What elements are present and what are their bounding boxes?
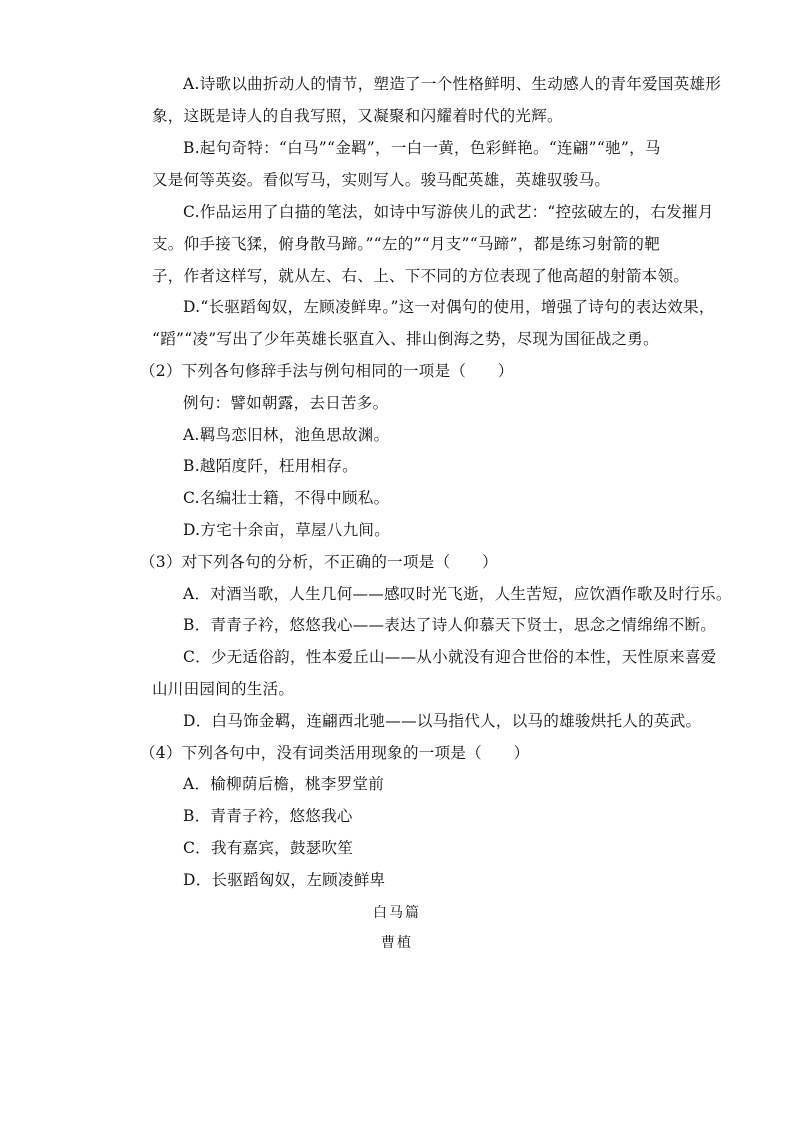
q1-option-b-line1: B.起句奇特：“白马”“金羁”，一白一黄，色彩鲜艳。“连翩”“驰”，马 xyxy=(183,139,661,157)
q2-stem: （2）下列各句修辞手法与例句相同的一项是（ ） xyxy=(140,362,514,380)
q2-example: 例句：譬如朝露，去日苦多。 xyxy=(183,394,389,412)
q1-option-b-line2: 又是何等英姿。看似写马，实则写人。骏马配英雄，英雄驭骏马。 xyxy=(152,171,611,189)
q1-option-a-line2: 象，这既是诗人的自我写照，又凝聚和闪耀着时代的光辉。 xyxy=(152,107,563,125)
q3-option-c-line1: C．少无适俗韵，性本爱丘山——从小就没有迎合世俗的本性，天性原来喜爱 xyxy=(183,648,717,666)
q1-option-c-line2: 支。仰手接飞猱，俯身散马蹄。”“左的”“月支”“马蹄”，都是练习射箭的靶 xyxy=(152,235,661,253)
poem-author: 曹植 xyxy=(381,935,413,951)
q3-stem: （3）对下列各句的分析，不正确的一项是（ ） xyxy=(140,553,498,571)
q4-option-a: A．榆柳荫后檐，桃李罗堂前 xyxy=(183,775,385,793)
q1-option-d-line2: “蹈”“凌”写出了少年英雄长驱直入、排山倒海之势，尽现为国征战之勇。 xyxy=(152,330,659,348)
q1-option-a-line1: A.诗歌以曲折动人的情节，塑造了一个性格鲜明、生动感人的青年爱国英雄形 xyxy=(183,75,722,93)
q2-option-a: A.羁鸟恋旧林，池鱼思故渊。 xyxy=(183,426,390,444)
q3-option-a: A．对酒当歌，人生几何——感叹时光飞逝，人生苦短，应饮酒作歌及时行乐。 xyxy=(183,585,732,603)
q4-option-c: C．我有嘉宾，鼓瑟吹笙 xyxy=(183,839,354,857)
q3-option-c-line2: 山川田园间的生活。 xyxy=(152,680,295,698)
q4-stem: （4）下列各句中，没有词类活用现象的一项是（ ） xyxy=(140,744,530,762)
q1-option-d-line1: D.“长驱蹈匈奴，左顾凌鲜卑。”这一对偶句的使用，增强了诗句的表达效果， xyxy=(183,298,715,316)
q2-option-d: D.方宅十余亩，草屋八九间。 xyxy=(183,521,391,539)
q1-option-c-line1: C.作品运用了白描的笔法，如诗中写游侠儿的武艺：“控弦破左的，右发摧月 xyxy=(183,203,714,221)
poem-title: 白马篇 xyxy=(373,905,421,921)
q2-option-b: B.越陌度阡，枉用相存。 xyxy=(183,457,358,475)
q3-option-d: D．白马饰金羁，连翩西北驰——以马指代人，以马的雄骏烘托人的英武。 xyxy=(183,712,702,730)
q1-option-c-line3: 子，作者这样写，就从左、右、上、下不同的方位表现了他高超的射箭本领。 xyxy=(152,267,690,285)
q3-option-b: B．青青子衿，悠悠我心——表达了诗人仰慕天下贤士，思念之情绵绵不断。 xyxy=(183,616,717,634)
q4-option-d: D．长驱蹈匈奴，左顾凌鲜卑 xyxy=(183,871,386,889)
q2-option-c: C.名编壮士籍，不得中顾私。 xyxy=(183,489,390,507)
q4-option-b: B．青青子衿，悠悠我心 xyxy=(183,807,353,825)
